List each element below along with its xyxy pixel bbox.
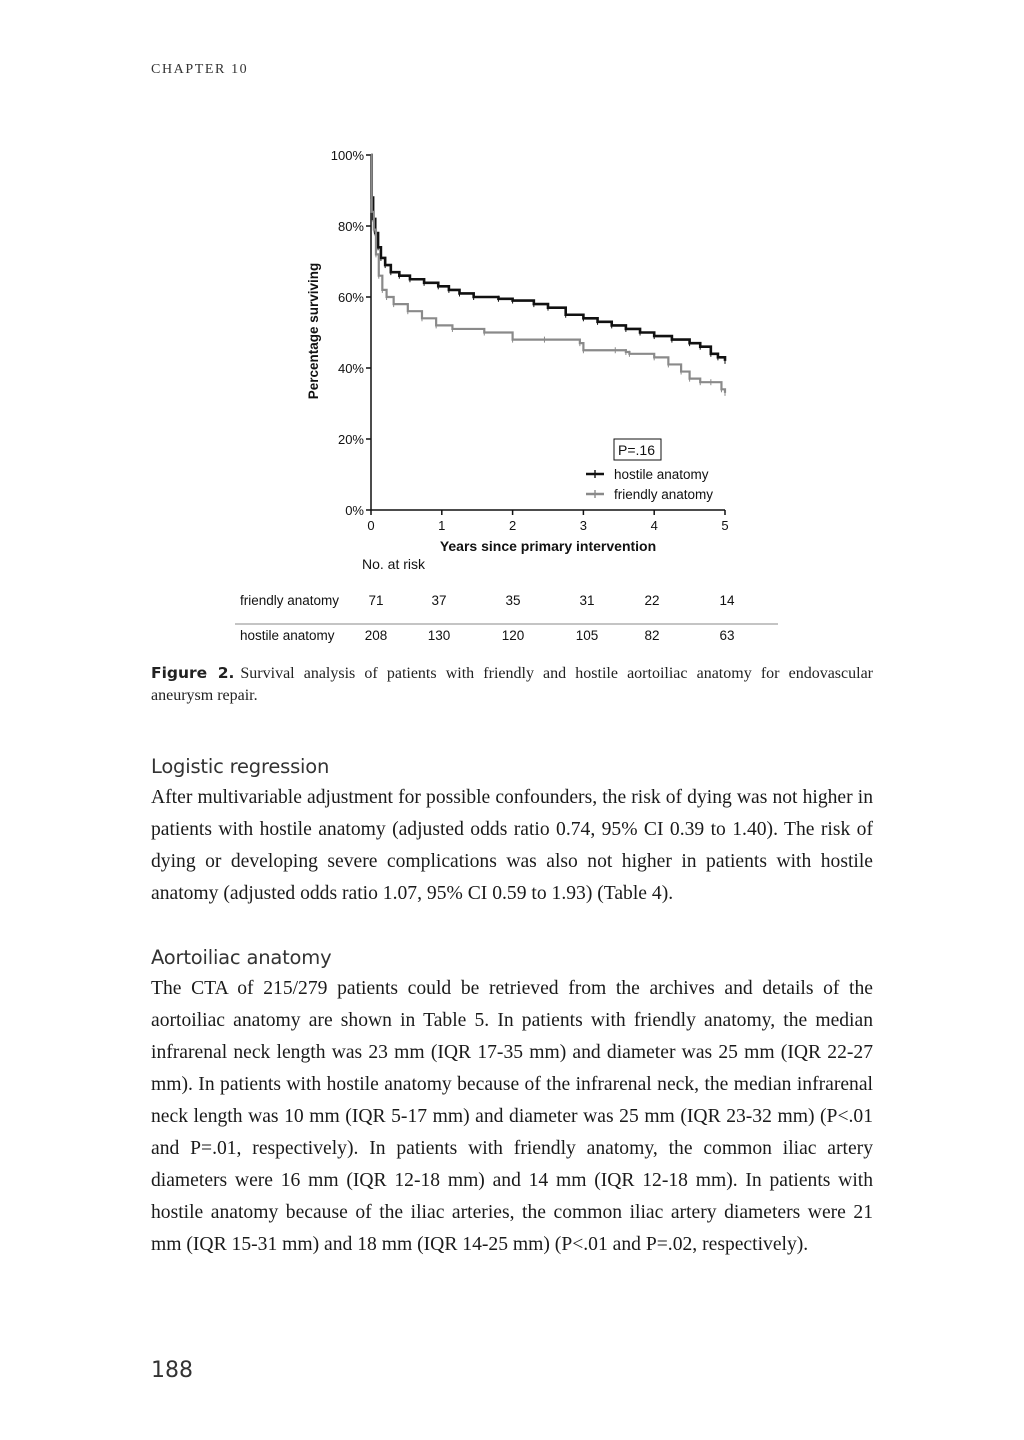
risk-cell: 14 [719, 593, 735, 608]
y-tick-label: 40% [337, 361, 364, 376]
section-logistic-regression [151, 755, 873, 910]
risk-cell: 22 [644, 593, 660, 608]
section-heading: Aortoiliac anatomy [151, 946, 332, 969]
figure-caption-text: Survival analysis of patients with friendly and hostile aortoiliac anatomy for endovascular aneurysm repair. [151, 665, 873, 704]
risk-cell: 120 [501, 628, 525, 643]
y-axis-title: Percentage surviving [306, 262, 321, 400]
x-tick-label: 2 [508, 518, 517, 533]
risk-row-label: friendly anatomy [240, 593, 340, 608]
page-number: 188 [151, 1358, 193, 1383]
series-line-hostile-anatomy [371, 155, 725, 361]
risk-table-title: No. at risk [362, 556, 426, 572]
series-layer [371, 155, 725, 396]
section-paragraph: After multivariable adjustment for possible confounders, the risk of dying was not higher in patients with hostile anatomy (adjusted odds ratio 0.74, 95% CI 0.39 to 1.40). The risk of dying or developing severe complications was also not higher in patients with hostile anatomy (adjusted odds ratio 1.07, 95% CI 0.59 to 1.93) (Table 4). [151, 787, 873, 904]
risk-row-label: hostile anatomy [240, 628, 335, 643]
x-axis-title: Years since primary intervention [439, 538, 657, 554]
risk-cell: 31 [579, 593, 595, 608]
risk-cell: 105 [575, 628, 599, 643]
x-tick-label: 3 [579, 518, 588, 533]
risk-cell: 63 [719, 628, 735, 643]
p-value-annotation: P=.16 [618, 442, 655, 458]
y-tick-label: 0% [345, 503, 364, 518]
survival-chart [0, 0, 1024, 660]
legend-label: friendly anatomy [614, 487, 714, 502]
chapter-header: CHAPTER 10 [151, 62, 249, 77]
figure-caption [151, 662, 873, 707]
y-tick-label: 100% [330, 148, 364, 163]
x-tick-label: 4 [650, 518, 658, 533]
section-paragraph: The CTA of 215/279 patients could be retrieved from the archives and details of the aortoiliac anatomy are shown in Table 5. In patients with friendly anatomy, the median infrarenal neck length was 23 mm (IQR 17-35 mm) and diameter was 25 mm (IQR 22-27 mm). In patients with hostile anatomy because of the infrarenal neck, the median infrarenal neck length was 10 mm (IQR 5-17 mm) and diameter was 25 mm (IQR 23-32 mm) (P<.01 and P=.01, respectively). In patients with friendly anatomy, the common iliac artery diameters were 16 mm (IQR 12-18 mm) and 14 mm (IQR 12-18 mm). In patients with hostile anatomy because of the iliac arteries, the common iliac artery diameters were 21 mm (IQR 15-31 mm) and 18 mm (IQR 14-25 mm) (P<.01 and P=.02, respectively). [151, 978, 873, 1255]
chart-legend [586, 467, 713, 502]
x-tick-label: 5 [721, 518, 729, 533]
risk-cell: 82 [644, 628, 660, 643]
y-tick-label: 80% [337, 219, 364, 234]
section-aortoiliac-anatomy [151, 946, 873, 1261]
risk-cell: 130 [427, 628, 451, 643]
risk-table [235, 593, 778, 643]
x-tick-label: 0 [367, 518, 375, 533]
risk-cell: 35 [505, 593, 521, 608]
y-tick-label: 20% [337, 432, 364, 447]
figure-label: Figure 2. [151, 664, 235, 682]
risk-cell: 37 [431, 593, 447, 608]
x-tick-label: 1 [438, 518, 446, 533]
risk-cell: 208 [364, 628, 388, 643]
series-line-friendly-anatomy [371, 155, 725, 393]
section-heading: Logistic regression [151, 755, 330, 778]
risk-cell: 71 [368, 593, 384, 608]
legend-label: hostile anatomy [614, 467, 709, 482]
y-tick-label: 60% [337, 290, 364, 305]
